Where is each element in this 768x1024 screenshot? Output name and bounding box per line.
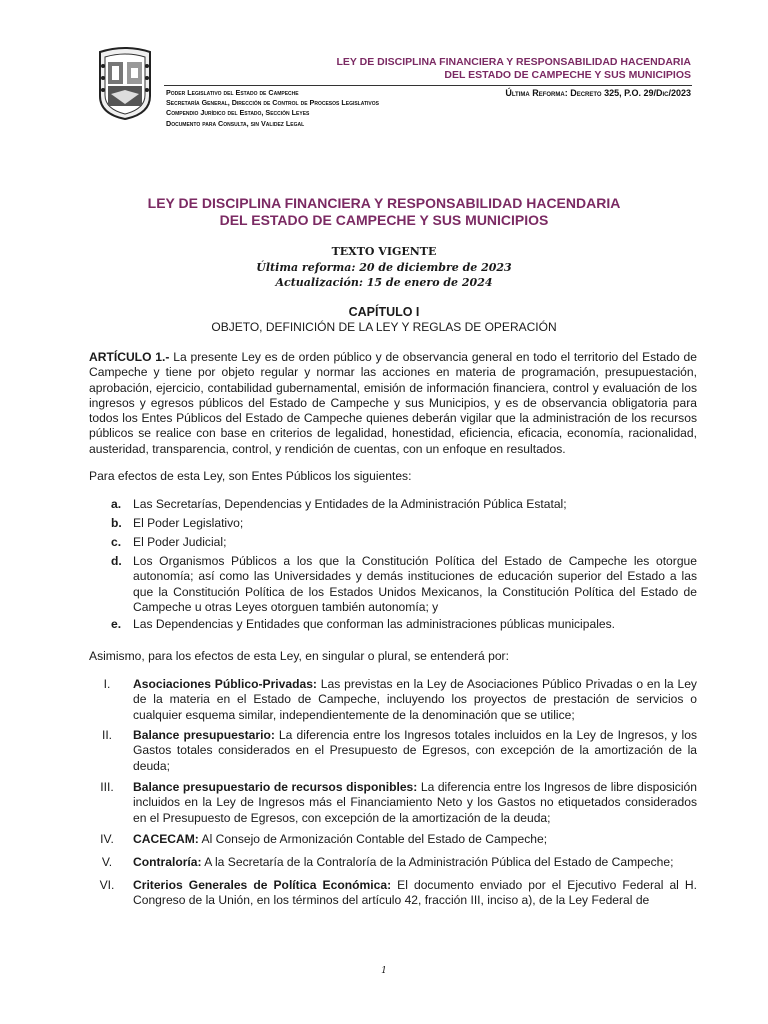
definition-term: CACECAM:: [133, 832, 199, 846]
article-1: [89, 350, 697, 457]
definition-term: Criterios Generales de Política Económica:: [133, 878, 392, 892]
list-item: [89, 497, 697, 512]
state-seal-icon: [96, 46, 154, 120]
list-marker: c.: [111, 535, 122, 549]
list-marker: a.: [111, 497, 122, 511]
definition-text: Al Consejo de Armonización Contable del Estado de Campeche;: [198, 832, 548, 846]
roman-marker: I.: [103, 677, 111, 691]
definitions-intro: Asimismo, para los efectos de esta Ley, en singular o plural, se entenderá por:: [89, 649, 509, 663]
definition-term: Balance presupuestario de recursos disponibles:: [133, 780, 418, 794]
issuer-line: Poder Legislativo del Estado de Campeche: [166, 88, 299, 97]
definition-text: La diferencia entre los Ingresos totales incluidos en la Ley de Ingresos, y los Gastos totales considerados en el Presupuesto de Egresos, con excepción de la amortización de la deuda;: [133, 728, 697, 773]
definition-item: [89, 832, 697, 847]
document-title-line1: LEY DE DISCIPLINA FINANCIERA Y RESPONSABILIDAD HACENDARIA: [147, 195, 621, 211]
chapter-subtitle: OBJETO, DEFINICIÓN DE LA LEY Y REGLAS DE OPERACIÓN: [211, 320, 557, 334]
last-reform-note: Última Reforma: Decreto 325, P.O. 29/Dic/2023: [505, 88, 691, 98]
list-item: [89, 617, 697, 632]
definition-term: Contraloría:: [133, 855, 202, 869]
definition-term: Asociaciones Público-Privadas:: [133, 677, 317, 691]
list-text: El Poder Judicial;: [133, 535, 227, 549]
chapter-heading: [0, 305, 768, 335]
definition-item: [89, 855, 697, 870]
issuer-block: [166, 88, 379, 129]
list-text: Las Secretarías, Dependencias y Entidades de la Administración Pública Estatal;: [133, 497, 567, 511]
issuer-line: Secretaría General, Dirección de Control de Procesos Legislativos: [166, 98, 379, 108]
running-header-title: [336, 56, 691, 82]
list-text: El Poder Legislativo;: [133, 516, 244, 530]
list-text: Las Dependencias y Entidades que conforman las administraciones públicas municipales.: [133, 617, 616, 631]
reform-date: Última reforma: 20 de diciembre de 2023: [256, 260, 512, 274]
definition-text: La diferencia entre los Ingresos de libre disposición incluidos en la Ley de Ingresos más el Financiamiento Neto y los Gastos no etiquetados considerados en el Presupuesto de Egresos, con excepción de la amortización de la deuda;: [133, 780, 697, 825]
definition-text: El documento enviado por el Ejecutivo Federal al H. Congreso de la Unión, en los términos del artículo 42, fracción III, inciso a), de la Ley Federal de: [133, 878, 697, 908]
definition-term: Balance presupuestario:: [133, 728, 275, 742]
definition-item: [89, 780, 697, 826]
document-title: [0, 195, 768, 228]
issuer-line: Documento para Consulta, sin Validez Legal: [166, 118, 305, 128]
definition-text: A la Secretaría de la Contraloría de la Administración Pública del Estado de Campeche;: [201, 855, 674, 869]
definition-item: [89, 728, 697, 774]
list-text: Los Organismos Públicos a los que la Constitución Política del Estado de Campeche les otorgue autonomía; así como las Universidades y demás instituciones de educación superior del Estado a las que la Constitución Política de los Estados Unidos Mexicanos, la Constitución Política del Estado de Campeche u otras Leyes otorguen también autonomía; y: [133, 554, 697, 614]
list-marker: d.: [111, 554, 122, 568]
roman-marker: V.: [101, 855, 113, 869]
definition-item: [89, 677, 697, 723]
article-label: ARTÍCULO 1.-: [89, 350, 170, 364]
roman-marker: VI.: [99, 878, 115, 892]
list-item: [89, 535, 697, 550]
update-date: Actualización: 15 de enero de 2024: [275, 276, 493, 289]
running-header-line2: DEL ESTADO DE CAMPECHE Y SUS MUNICIPIOS: [444, 69, 691, 81]
header-divider: [164, 85, 692, 86]
chapter-label: CAPÍTULO I: [348, 305, 420, 319]
entes-intro: Para efectos de esta Ley, son Entes Públicos los siguientes:: [89, 469, 412, 483]
article-text: La presente Ley es de orden público y de observancia general en todo el territorio del Estado de Campeche y tiene por objeto regular y normar las acciones en materia de programación, presupuestación, aprobación, ejercicio, contabilidad gubernamental, emisión de información financiera, control y evaluación de los ingresos y egresos públicos del Estado de Campeche y sus Municipios, y es de observancia obligatoria para todos los Entes Públicos del Estado de Campeche quienes deberán vigilar que la administración de los recursos públicos se realice con base en criterios de legalidad, honestidad, eficiencia, eficacia, economía, racionalidad, austeridad, transparencia, control, y rendición de cuentas, con un enfoque en resultados.: [89, 350, 698, 456]
roman-marker: IV.: [100, 832, 114, 846]
roman-marker: II.: [101, 728, 113, 742]
list-item: [89, 516, 697, 531]
list-marker: e.: [111, 617, 122, 631]
roman-marker: III.: [100, 780, 114, 794]
definition-text: Las previstas en la Ley de Asociaciones Público Privadas o en la Ley de la materia en el Estado de Campeche, incluyendo los proyectos de prestación de servicios o cualquier esquema similar, independientemente de la denominación que se utilice;: [133, 677, 697, 722]
running-header-line1: LEY DE DISCIPLINA FINANCIERA Y RESPONSABILIDAD HACENDARIA: [336, 56, 691, 68]
document-title-line2: DEL ESTADO DE CAMPECHE Y SUS MUNICIPIOS: [219, 211, 549, 228]
list-marker: b.: [111, 516, 122, 530]
page-number: 1: [381, 966, 387, 976]
status-block: [0, 244, 768, 291]
texto-vigente: TEXTO VIGENTE: [331, 245, 437, 258]
list-item: [89, 554, 697, 615]
issuer-line: Compendio Jurídico del Estado, Sección Leyes: [166, 108, 310, 118]
definition-item: [89, 878, 697, 909]
